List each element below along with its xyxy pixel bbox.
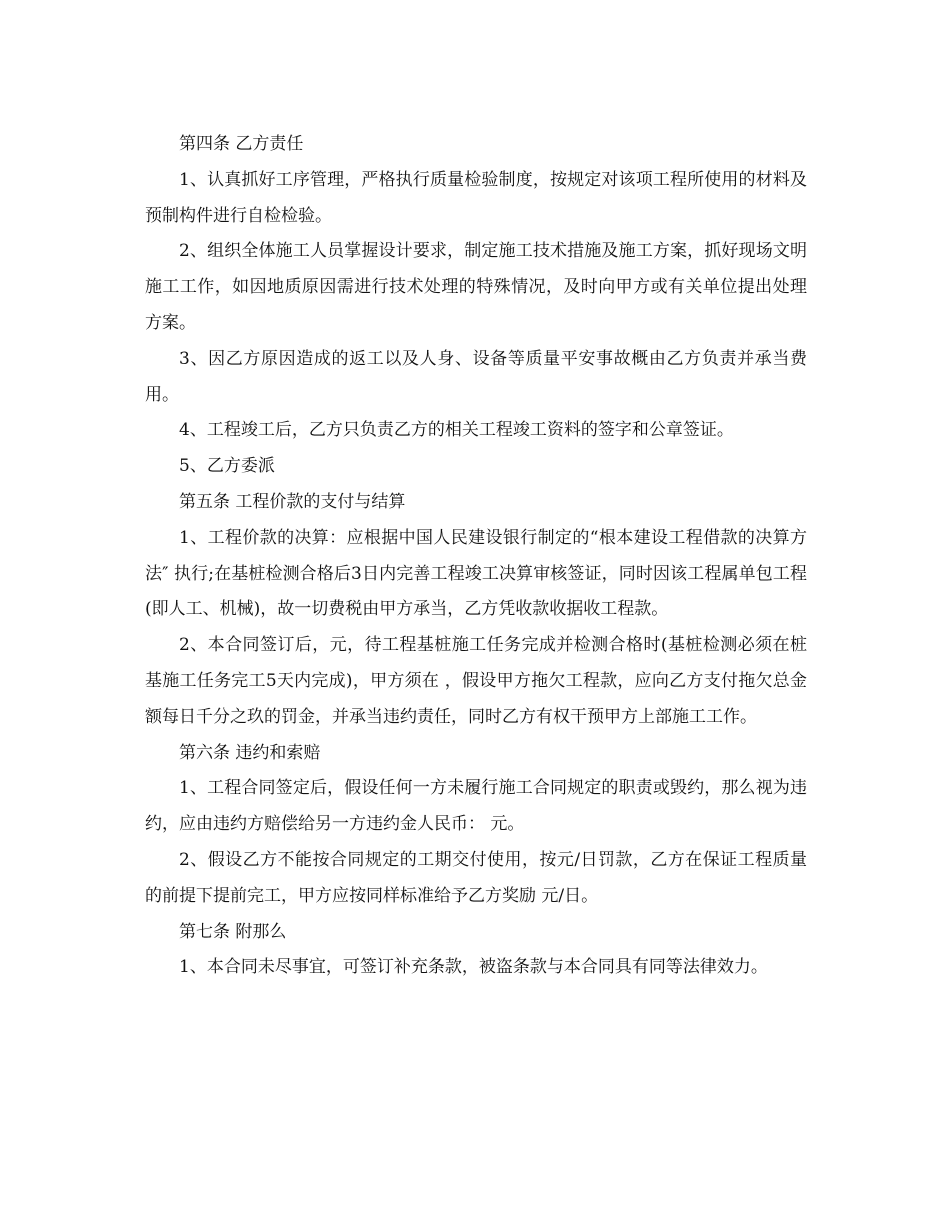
clause-4-2: 2、组织全体施工人员掌握设计要求，制定施工技术措施及施工方案，抓好现场文明施工工作，如因地质原因需进行技术处理的特殊情况，及时向甲方或有关单位提出处理方案。 — [145, 241, 807, 333]
clause-4-1: 1、认真抓好工序管理，严格执行质量检验制度，按规定对该项工程所使用的材料及预制构件进行自检检验。 — [145, 169, 807, 226]
document-body — [145, 127, 807, 986]
clause-5-1: 1、工程价款的决算：应根据中国人民建设银行制定的“根本建设工程借款的决算方法″ 执行;在基桩检测合格后3日内完善工程竣工决算审核签证，同时因该工程属单包工程(即人工、机械)，故一切费税由甲方承当，乙方凭收款收据收工程款。 — [145, 527, 807, 620]
clause-4-4: 4、工程竣工后，乙方只负责乙方的相关工程竣工资料的签字和公章签证。 — [179, 420, 734, 441]
heading-article-4: 第四条 乙方责任 — [179, 134, 304, 154]
heading-article-7: 第七条 附那么 — [179, 921, 287, 942]
clause-6-2: 2、假设乙方不能按合同规定的工期交付使用，按元/日罚款，乙方在保证工程质量的前提下提前完工，甲方应按同样标准给予乙方奖励 元/日。 — [145, 849, 807, 906]
clause-4-3: 3、因乙方原因造成的返工以及人身、设备等质量平安事故概由乙方负责并承当费用。 — [145, 348, 807, 405]
clause-4-5: 5、乙方委派 — [179, 456, 275, 477]
clause-5-2: 2、本合同签订后，元，待工程基桩施工任务完成并检测合格时(基桩检测必须在桩基施工任务完工5天内完成)，甲方须在 ，假设甲方拖欠工程款，应向乙方支付拖欠总金额每日千分之玖的罚金，并承当违约责任，同时乙方有权干预甲方上部施工工作。 — [145, 635, 807, 727]
clause-6-1: 1、工程合同签定后，假设任何一方未履行施工合同规定的职责或毁约，那么视为违约，应由违约方赔偿给另一方违约金人民币： 元。 — [145, 778, 807, 835]
heading-article-6: 第六条 违约和索赔 — [179, 742, 321, 763]
clause-7-1: 1、本合同未尽事宜，可签订补充条款，被盗条款与本合同具有同等法律效力。 — [179, 957, 768, 978]
heading-article-5: 第五条 工程价款的支付与结算 — [179, 491, 406, 512]
